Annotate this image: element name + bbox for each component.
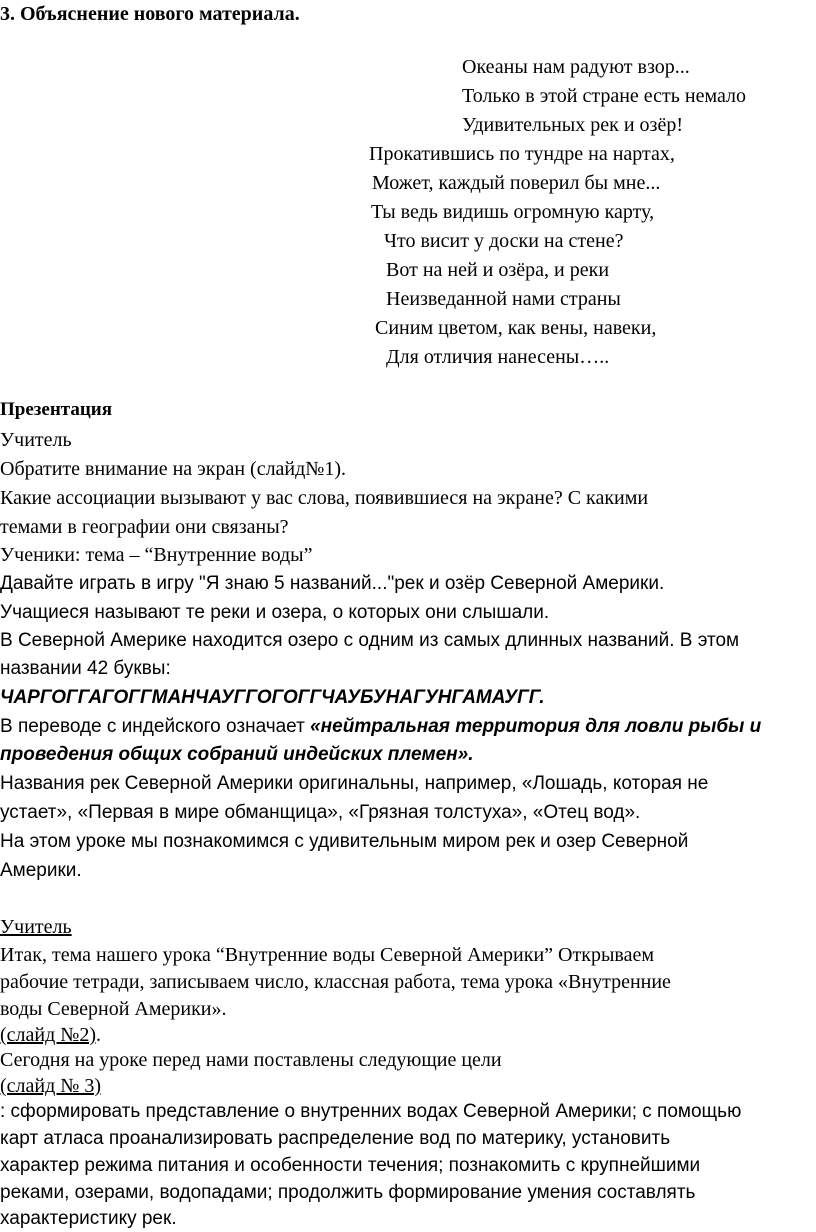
paragraph: воды Северной Америки». — [0, 998, 227, 1020]
paragraph: В Северной Америке находится озеро с одним из самых длинных названий. В этом — [0, 630, 740, 651]
paragraph: названии 42 буквы: — [0, 658, 171, 679]
paragraph: устает», «Первая в мире обманщица», «Грязная толстуха», «Отец вод». — [0, 802, 641, 823]
poem-line: Только в этой стране есть немало — [462, 85, 747, 107]
slide-2-link[interactable]: (слайд №2) — [0, 1024, 97, 1046]
poem-line: Синим цветом, как вены, навеки, — [375, 317, 657, 339]
paragraph: Сегодня на уроке перед нами поставлены следующие цели — [0, 1049, 502, 1071]
paragraph: Давайте играть в игру "Я знаю 5 названий..."рек и озёр Северной Америки. — [0, 573, 665, 594]
paragraph: Итак, тема нашего урока “Внутренние воды Северной Америки” Открываем — [0, 944, 654, 966]
paragraph: Учащиеся называют те реки и озера, о которых они слышали. — [0, 602, 550, 623]
paragraph: Обратите внимание на экран (слайд№1). — [0, 458, 347, 480]
lake-name: ЧАРГОГГАГОГГМАНЧАУГГОГОГГЧАУБУНАГУНГАМАУГГ. — [0, 687, 545, 708]
slide-3-reference — [0, 1072, 101, 1100]
poem-line: Неизведанной нами страны — [386, 288, 621, 310]
section-heading: 3. Объяснение нового материала. — [0, 3, 300, 25]
poem-line: Вот на ней и озёра, и реки — [386, 259, 610, 281]
paragraph: Америки. — [0, 860, 82, 881]
goals-line: : сформировать представление о внутренних водах Северной Америки; с помощью — [0, 1101, 742, 1122]
poem-line: Может, каждый поверил бы мне... — [372, 172, 661, 194]
paragraph: Какие ассоциации вызывают у вас слова, появившиеся на экране? С какими — [0, 487, 649, 509]
paragraph: темами в географии они связаны? — [0, 516, 289, 538]
poem-line: Что висит у доски на стене? — [384, 230, 624, 252]
text: В переводе с индейского означает — [0, 716, 311, 737]
presentation-heading: Презентация — [0, 399, 113, 420]
paragraph: На этом уроке мы познакомимся с удивительным миром рек и озер Северной — [0, 831, 689, 852]
slide-3-link[interactable]: (слайд № 3) — [0, 1075, 102, 1097]
goals-line: характер режима питания и особенности течения; познакомить с крупнейшими — [0, 1155, 701, 1176]
paragraph: рабочие тетради, записываем число, классная работа, тема урока «Внутренние — [0, 971, 671, 993]
poem-line: Ты ведь видишь огромную карту, — [371, 201, 655, 223]
slide-2-reference — [0, 1021, 101, 1049]
text: . — [96, 1024, 102, 1046]
paragraph — [0, 714, 761, 740]
poem-line: Прокатившись по тундре на нартах, — [369, 143, 675, 165]
paragraph: Названия рек Северной Америки оригинальны, например, «Лошадь, которая не — [0, 773, 709, 794]
poem-line: Для отличия нанесены….. — [386, 346, 610, 368]
goals-line: реками, озерами, водопадами; продолжить формирование умения составлять — [0, 1182, 696, 1203]
paragraph: Ученики: тема – “Внутренние воды” — [0, 544, 313, 566]
goals-line: характеристику рек. — [0, 1208, 177, 1229]
teacher-label: Учитель — [0, 429, 72, 451]
teacher-label: Учитель — [0, 916, 72, 938]
goals-line: карт атласа проанализировать распределение вод по материку, установить — [0, 1128, 671, 1149]
poem-line: Океаны нам радуют взор... — [462, 56, 690, 78]
emphasis: «нейтральная территория для ловли рыбы и — [310, 716, 762, 737]
emphasis: проведения общих собраний индейских племен». — [0, 744, 474, 765]
poem-line: Удивительных рек и озёр! — [462, 114, 683, 136]
